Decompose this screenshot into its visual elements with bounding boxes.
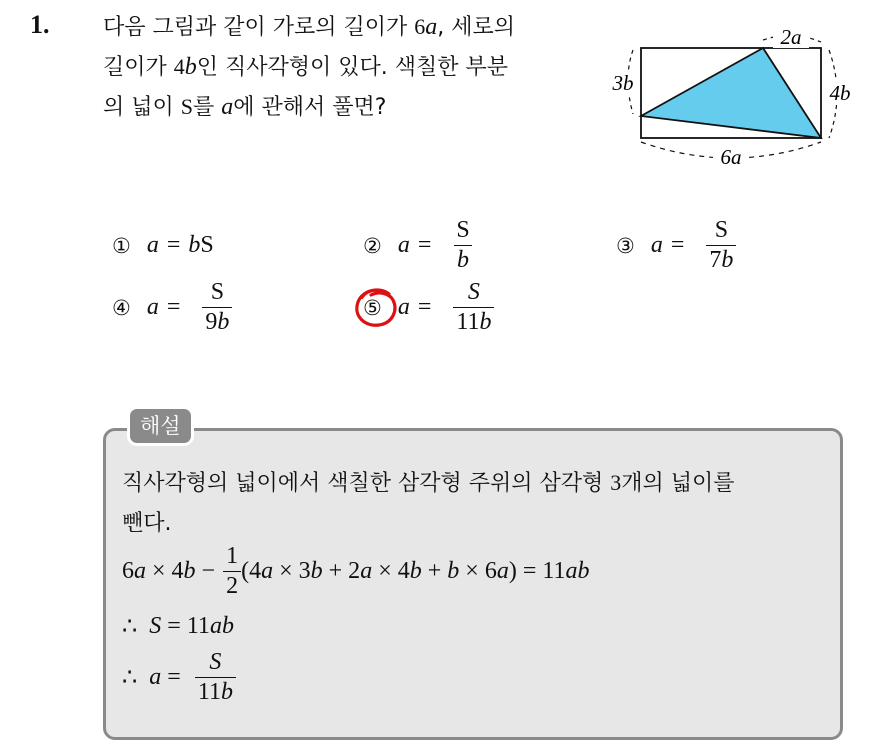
label-right: 4b bbox=[829, 81, 851, 105]
shaded-triangle bbox=[641, 48, 821, 138]
choice-4[interactable]: ④ a = $\frac{S}{9b}$ bbox=[112, 280, 232, 335]
choice-4-symbol: ④ bbox=[112, 295, 131, 320]
solution-equation-2: ∴ S = 11 ab bbox=[122, 613, 234, 640]
solution-equation-3: ∴ a = $\frac{S}{11b}$ bbox=[122, 650, 236, 705]
choice-5-symbol: ⑤ bbox=[363, 295, 382, 320]
choice-5[interactable]: ⑤ a = $\frac{S}{11b}$ bbox=[363, 280, 494, 335]
question-text-line-1: 다음 그림과 같이 가로의 길이가 6a, 세로의 bbox=[103, 14, 515, 40]
label-top: 2a bbox=[780, 25, 802, 49]
answer-mark-circle bbox=[353, 286, 401, 330]
question-number: 1. bbox=[30, 10, 50, 39]
label-left: 3b bbox=[612, 71, 634, 95]
choice-1[interactable]: ① a = b S bbox=[112, 232, 214, 258]
choice-2-symbol: ② bbox=[363, 233, 382, 258]
rectangle-diagram bbox=[605, 18, 865, 178]
solution-equation-1: 6 a × 4 b − $\frac{1}{2}$ (4 a × 3 b + 2 a × 4 b + b × 6 a ) = 11 ab bbox=[122, 543, 590, 600]
question-text-line-2: 길이가 4b인 직사각형이 있다. 색칠한 부분 bbox=[103, 54, 508, 80]
choice-2[interactable]: ② a = $\frac{S}{b}$ bbox=[363, 218, 473, 273]
choice-1-symbol: ① bbox=[112, 233, 131, 258]
solution-text-line-1: 직사각형의 넓이에서 색칠한 삼각형 주위의 삼각형 3개의 넓이를 bbox=[122, 470, 735, 496]
solution-text-line-2: 뺀다. bbox=[122, 511, 172, 536]
question-text-line-3: 의 넓이 S를 a에 관해서 풀면? bbox=[103, 94, 387, 120]
choice-3-symbol: ③ bbox=[616, 233, 635, 258]
label-bottom: 6a bbox=[720, 145, 742, 169]
choice-3[interactable]: ③ a = $\frac{S}{7b}$ bbox=[616, 218, 736, 273]
solution-title: 해설 bbox=[127, 406, 194, 446]
